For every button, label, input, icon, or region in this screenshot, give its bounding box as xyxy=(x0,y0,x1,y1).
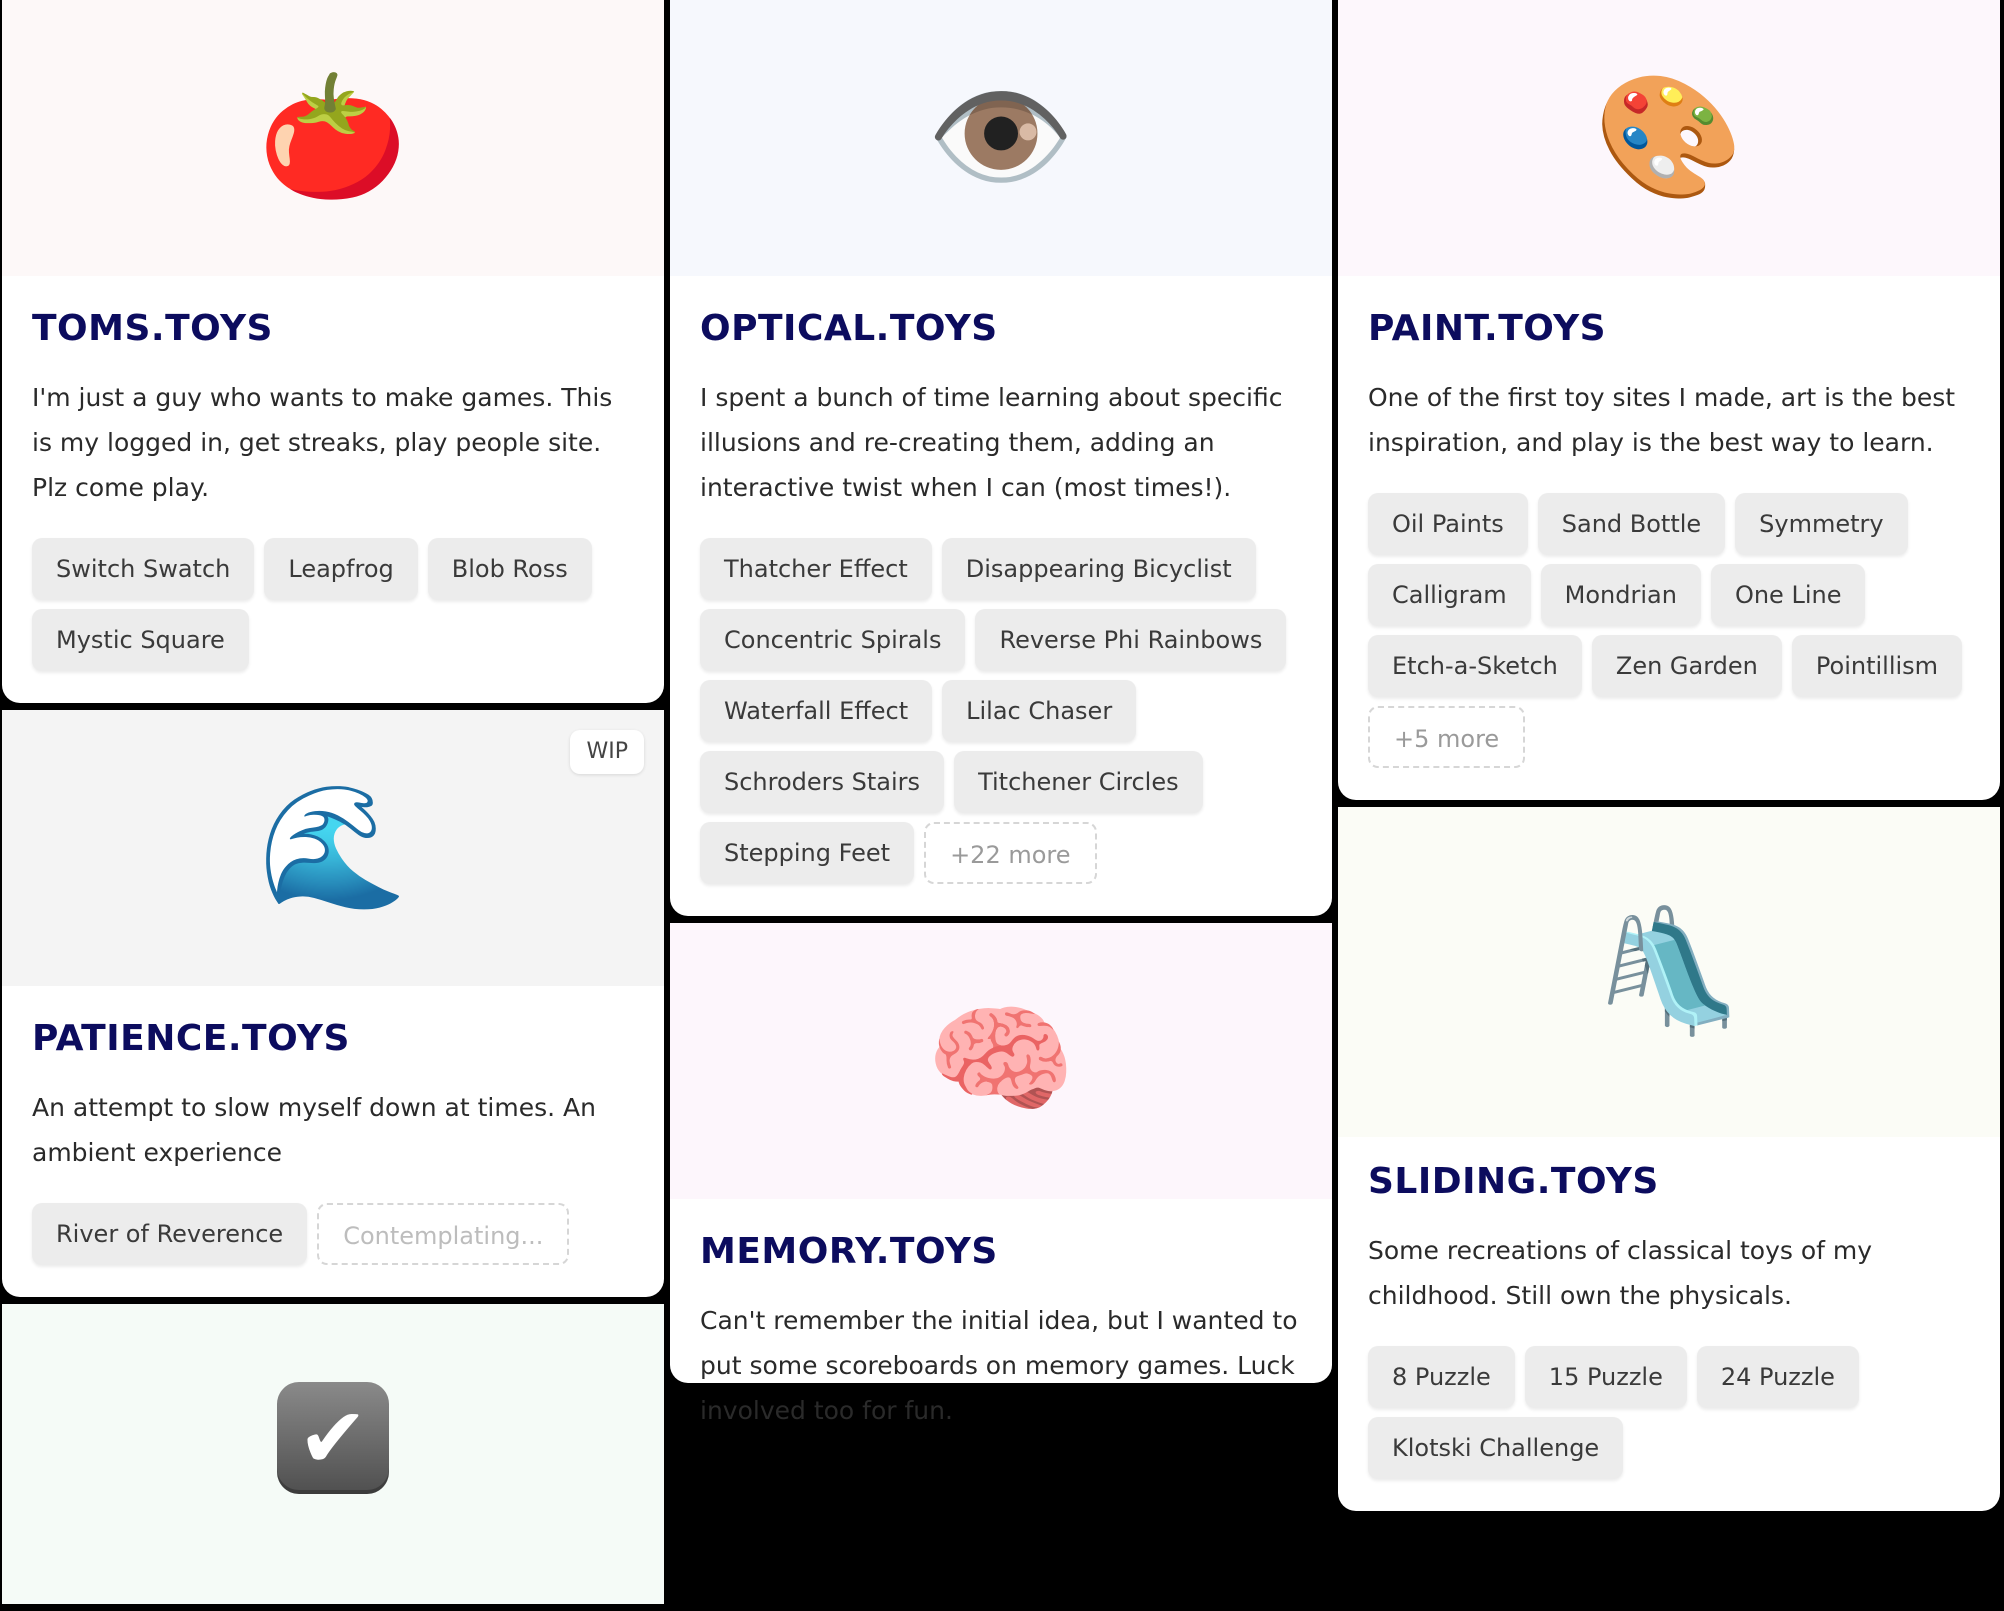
tag-schroders-stairs[interactable]: Schroders Stairs xyxy=(700,751,944,813)
tag-24-puzzle[interactable]: 24 Puzzle xyxy=(1697,1346,1859,1408)
card-title[interactable]: MEMORY.TOYS xyxy=(700,1231,998,1272)
site-card-memory[interactable] xyxy=(670,923,1332,1425)
tag-klotski-challenge[interactable]: Klotski Challenge xyxy=(1368,1417,1623,1479)
tag-8-puzzle[interactable]: 8 Puzzle xyxy=(1368,1346,1515,1408)
column-1 xyxy=(2,0,664,1611)
tag-mystic-square[interactable]: Mystic Square xyxy=(32,609,249,671)
card-description: One of the first toy sites I made, art is the best inspiration, and play is the best way to learn. xyxy=(1368,383,1956,457)
eye-icon: 👁️ xyxy=(926,68,1076,207)
tag-titchener-circles[interactable]: Titchener Circles xyxy=(954,751,1203,813)
tag-15-puzzle[interactable]: 15 Puzzle xyxy=(1525,1346,1687,1408)
tag-one-line[interactable]: One Line xyxy=(1711,564,1866,626)
card-title[interactable]: PAINT.TOYS xyxy=(1368,308,1607,349)
site-card-checklist[interactable] xyxy=(2,1304,664,1604)
card-hero xyxy=(2,1304,664,1604)
tag-oil-paints[interactable]: Oil Paints xyxy=(1368,493,1528,555)
card-title[interactable]: PATIENCE.TOYS xyxy=(32,1018,350,1059)
tag-calligram[interactable]: Calligram xyxy=(1368,564,1531,626)
card-hero xyxy=(1338,0,2000,276)
card-hero xyxy=(2,0,664,276)
wave-icon: 🌊 xyxy=(258,778,408,917)
check-mark-icon: ✔ xyxy=(277,1382,389,1494)
column-2 xyxy=(670,0,1332,1425)
palette-icon: 🎨 xyxy=(1594,68,1744,207)
column-3 xyxy=(1338,0,2000,1518)
card-hero xyxy=(670,923,1332,1199)
tag-blob-ross[interactable]: Blob Ross xyxy=(428,538,592,600)
wip-badge: WIP xyxy=(570,730,644,774)
tag-zen-garden[interactable]: Zen Garden xyxy=(1592,635,1782,697)
tag-lilac-chaser[interactable]: Lilac Chaser xyxy=(942,680,1136,742)
tag-switch-swatch[interactable]: Switch Swatch xyxy=(32,538,254,600)
tag-list xyxy=(1368,1346,1970,1479)
slide-icon: 🛝 xyxy=(1594,902,1744,1041)
tag-symmetry[interactable]: Symmetry xyxy=(1735,493,1907,555)
tag-stepping-feet[interactable]: Stepping Feet xyxy=(700,822,914,884)
site-card-optical[interactable] xyxy=(670,0,1332,916)
card-title[interactable]: TOMS.TOYS xyxy=(32,308,273,349)
card-hero xyxy=(1338,807,2000,1137)
more-tags-button[interactable]: +5 more xyxy=(1368,706,1525,768)
card-title[interactable]: SLIDING.TOYS xyxy=(1368,1161,1659,1202)
card-hero xyxy=(2,710,664,986)
more-tags-button[interactable]: +22 more xyxy=(924,822,1096,884)
tomato-icon: 🍅 xyxy=(258,68,408,207)
tag-waterfall-effect[interactable]: Waterfall Effect xyxy=(700,680,932,742)
tag-sand-bottle[interactable]: Sand Bottle xyxy=(1538,493,1725,555)
tag-river-of-reverence[interactable]: River of Reverence xyxy=(32,1203,307,1265)
card-description: An attempt to slow myself down at times. An ambient experience xyxy=(32,1093,596,1167)
card-description: I spent a bunch of time learning about specific illusions and re-creating them, adding an interactive twist when I can (most times!). xyxy=(700,383,1283,502)
tag-list xyxy=(1368,493,1970,768)
tag-list xyxy=(32,1203,634,1265)
tag-list xyxy=(32,538,634,671)
site-card-paint[interactable] xyxy=(1338,0,2000,800)
tag-contemplating-placeholder: Contemplating... xyxy=(317,1203,569,1265)
tag-list xyxy=(700,538,1302,884)
site-card-sliding[interactable] xyxy=(1338,807,2000,1511)
tag-mondrian[interactable]: Mondrian xyxy=(1541,564,1701,626)
card-description: Some recreations of classical toys of my childhood. Still own the physicals. xyxy=(1368,1236,1873,1310)
tag-reverse-phi-rainbows[interactable]: Reverse Phi Rainbows xyxy=(975,609,1286,671)
tag-disappearing-bicyclist[interactable]: Disappearing Bicyclist xyxy=(942,538,1256,600)
tag-etch-a-sketch[interactable]: Etch-a-Sketch xyxy=(1368,635,1582,697)
site-card-toms[interactable] xyxy=(2,0,664,703)
tag-pointillism[interactable]: Pointillism xyxy=(1792,635,1962,697)
brain-icon: 🧠 xyxy=(926,991,1076,1130)
tag-leapfrog[interactable]: Leapfrog xyxy=(264,538,417,600)
tag-thatcher-effect[interactable]: Thatcher Effect xyxy=(700,538,932,600)
site-card-patience[interactable] xyxy=(2,710,664,1297)
card-description: Can't remember the initial idea, but I wanted to put some scoreboards on memory games. Luck involved too for fun. xyxy=(700,1306,1298,1425)
card-hero xyxy=(670,0,1332,276)
card-description: I'm just a guy who wants to make games. This is my logged in, get streaks, play people site. Plz come play. xyxy=(32,383,613,502)
card-title[interactable]: OPTICAL.TOYS xyxy=(700,308,998,349)
tag-concentric-spirals[interactable]: Concentric Spirals xyxy=(700,609,965,671)
